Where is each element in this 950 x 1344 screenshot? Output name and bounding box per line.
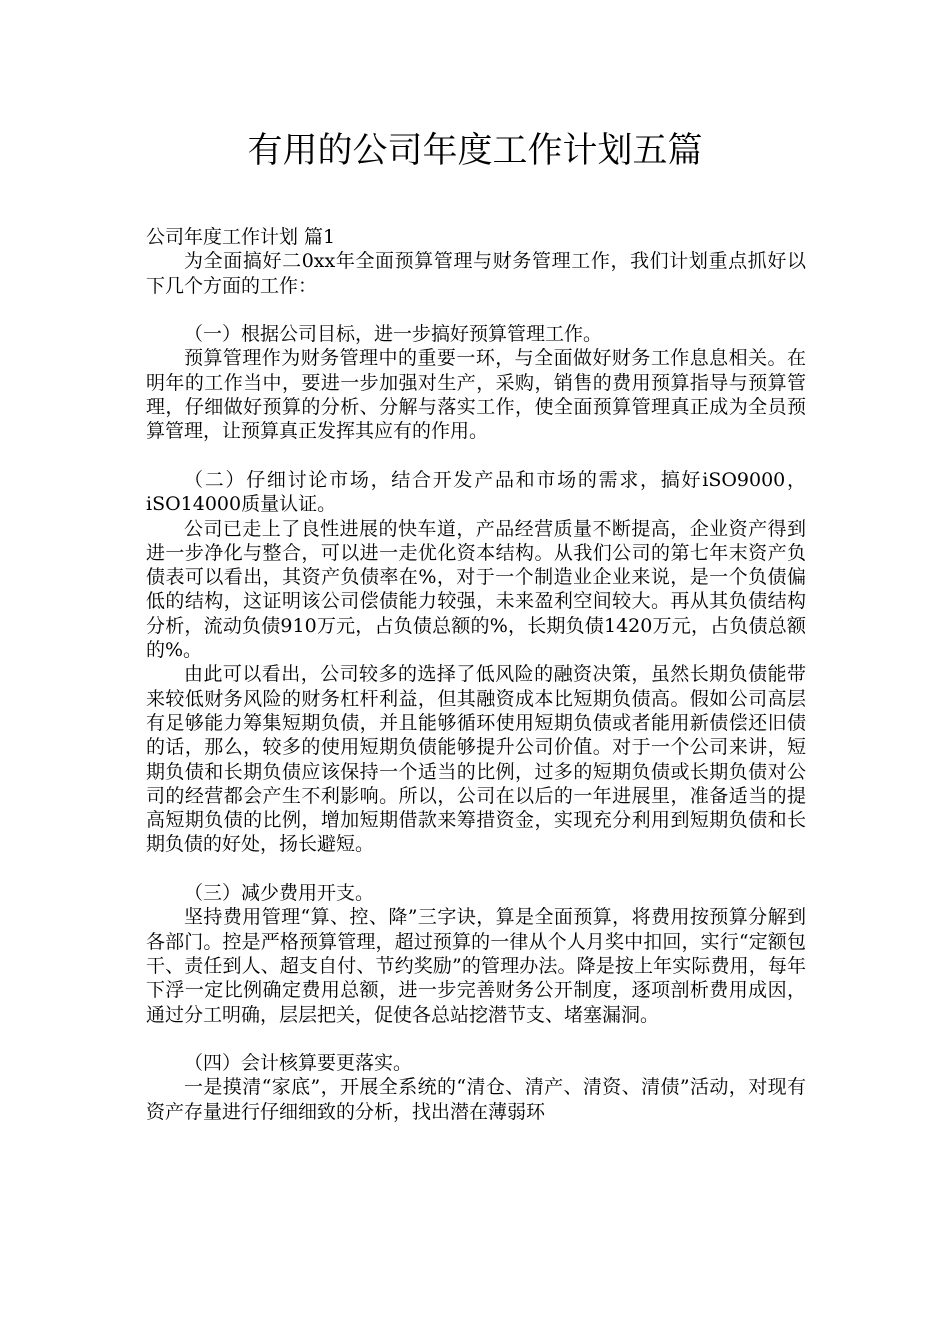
paragraph-debt: 由此可以看出，公司较多的选择了低风险的融资决策，虽然长期负债能带来较低财务风险的财务杠杆利益，但其融资成本比短期负债高。假如公司高层有足够能力筹集短期负债，并且能够循环使用短期负债或者能用新债偿还旧债的话，那么，较多的使用短期负债能够提升公司价值。对于一个公司来讲，短期负债和长期负债应该保持一个适当的比例，过多的短期负债或长期负债对公司的经营都会产生不利影响。所以，公司在以后的一年进展里，准备适当的提高短期负债的比例，增加短期借款来筹措资金，实现充分利用到短期负债和长期负债的好处，扬长避短。 bbox=[146, 663, 806, 856]
subheading-market: （二）仔细讨论市场，结合开发产品和市场的需求，搞好iSO9000，iSO14000质量认证。 bbox=[146, 468, 806, 516]
paragraph-spacer bbox=[146, 857, 806, 881]
paragraph-spacer bbox=[146, 298, 806, 322]
document-body bbox=[146, 225, 806, 1124]
subheading-budget: （一）根据公司目标，进一步搞好预算管理工作。 bbox=[184, 323, 603, 346]
paragraph-expenses: 坚持费用管理“算、控、降”三字诀，算是全面预算，将费用按预算分解到各部门。控是严格预算管理，超过预算的一律从个人月奖中扣回，实行“定额包干、责任到人、超支自付、节约奖励”的管理办法。降是按上年实际费用，每年下浮一定比例确定费用总额，进一步完善财务公开制度，逐项剖析费用成因，通过分工明确，层层把关，促使各总站挖潜节支、堵塞漏洞。 bbox=[146, 906, 806, 1026]
section-heading: 公司年度工作计划 篇1 bbox=[146, 226, 336, 248]
document-title: 有用的公司年度工作计划五篇 bbox=[247, 131, 703, 171]
paragraph-budget: 预算管理作为财务管理中的重要一环，与全面做好财务工作息息相关。在明年的工作当中，要进一步加强对生产，采购，销售的费用预算指导与预算管理，仔细做好预算的分析、分解与落实工作，使全面预算管理真正成为全员预算管理，让预算真正发挥其应有的作用。 bbox=[146, 347, 806, 443]
subheading-accounting: （四）会计核算要更落实。 bbox=[184, 1052, 413, 1075]
subheading-expenses: （三）减少费用开支。 bbox=[184, 882, 375, 905]
paragraph-capital: 公司已走上了良性进展的快车道，产品经营质量不断提高，企业资产得到进一步净化与整合，可以进一走优化资本结构。从我们公司的第七年末资产负债表可以看出，其资产负债率在%，对于一个制造业企业来说，是一个负债偏低的结构，这证明该公司偿债能力较强，未来盈利空间较大。再从其负债结构分析，流动负债910万元，占负债总额的%，长期负债1420万元，占负债总额的%。 bbox=[146, 517, 806, 662]
paragraph-spacer bbox=[146, 1027, 806, 1051]
intro-paragraph: 为全面搞好二0xx年全面预算管理与财务管理工作，我们计划重点抓好以下几个方面的工作： bbox=[146, 250, 806, 297]
paragraph-spacer bbox=[146, 444, 806, 468]
paragraph-accounting: 一是摸清“家底”，开展全系统的“清仓、清产、清资、清债”活动，对现有资产存量进行仔细细致的分析，找出潜在薄弱环 bbox=[146, 1076, 806, 1123]
